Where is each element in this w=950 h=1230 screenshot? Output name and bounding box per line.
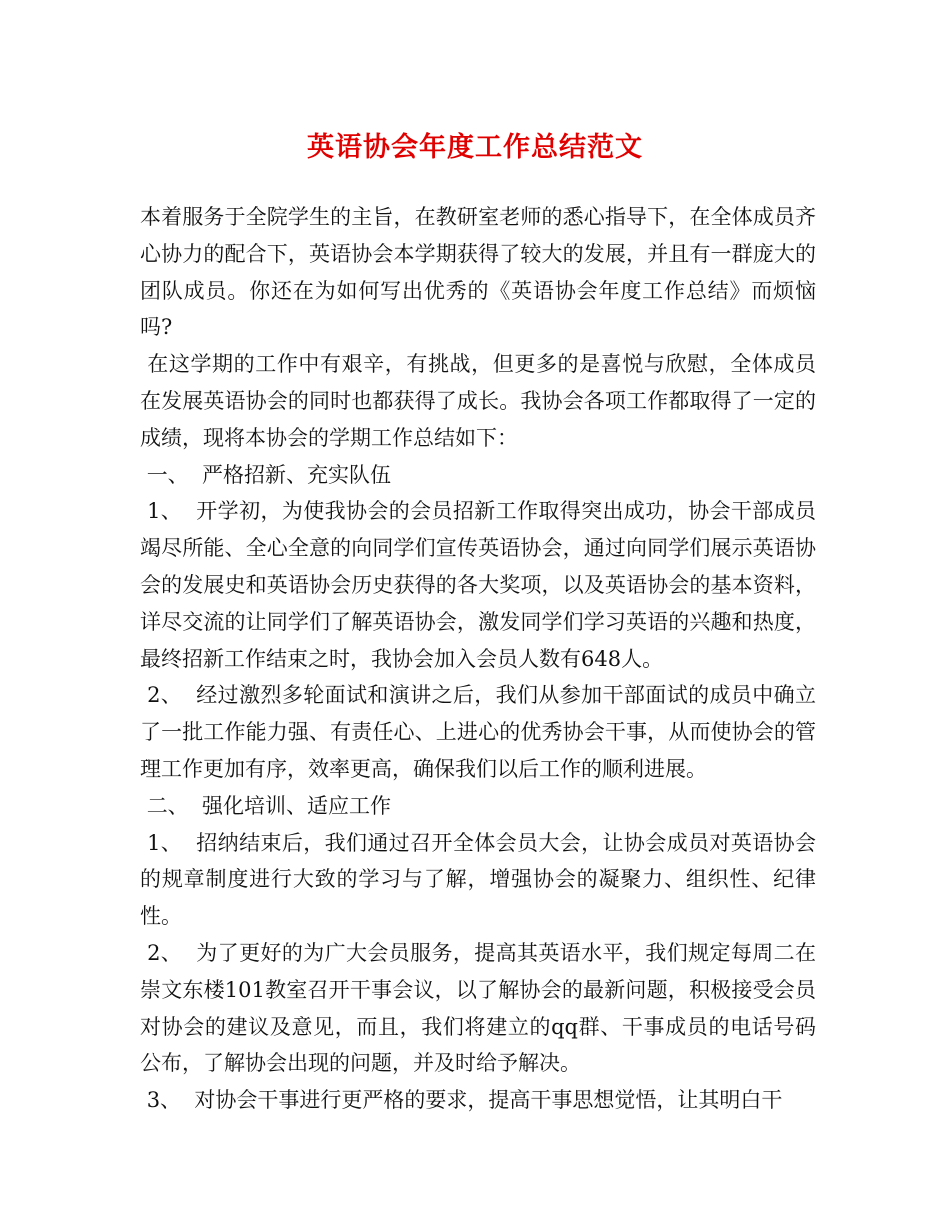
- section-2-item-1: 1、 招纳结束后，我们通过召开全体会员大会，让协会成员对英语协会的规章制度进行大致的学习与了解，增强协会的凝聚力、组织性、纪律性。: [140, 830, 816, 929]
- section-1-item-2: 2、 经过激烈多轮面试和演讲之后，我们从参加干部面试的成员中确立了一批工作能力强、有责任心、上进心的优秀协会干事，从而使协会的管理工作更加有序，效率更高，确保我们以后工作的顺利进展。: [140, 683, 816, 781]
- intro-paragraph: 本着服务于全院学生的主旨，在教研室老师的悉心指导下，在全体成员齐心协力的配合下，英语协会本学期获得了较大的发展，并且有一群庞大的团队成员。你还在为如何写出优秀的《英语协会年度工作总结》而烦恼吗?: [140, 205, 816, 340]
- section-1-item-1: 1、 开学初，为使我协会的会员招新工作取得突出成功，协会干部成员竭尽所能、全心全意的向同学们宣传英语协会，通过向同学们展示英语协会的发展史和英语协会历史获得的各大奖项，以及英语协会的基本资料，详尽交流的让同学们了解英语协会，激发同学们学习英语的兴趣和热度，最终招新工作结束之时，我协会加入会员人数有648人。: [140, 499, 816, 671]
- section-heading-2: 二、 强化培训、适应工作: [140, 793, 392, 818]
- document-body: [140, 199, 816, 1119]
- section-heading-1: 一、 严格招新、充实队伍: [140, 462, 392, 487]
- overview-paragraph: 在这学期的工作中有艰辛，有挑战，但更多的是喜悦与欣慰，全体成员在发展英语协会的同时也都获得了成长。我协会各项工作都取得了一定的成绩，现将本协会的学期工作总结如下：: [140, 352, 817, 450]
- section-2-item-3: 3、 对协会干事进行更严格的要求，提高干事思想觉悟，让其明白干: [140, 1088, 783, 1113]
- section-2-item-2: 2、 为了更好的为广大会员服务，提高其英语水平，我们规定每周二在崇文东楼101教室召开干事会议，以了解协会的最新问题，积极接受会员对协会的建议及意见，而且，我们将建立的qq群、干事成员的电话号码公布，了解协会出现的问题，并及时给予解决。: [140, 940, 816, 1076]
- document-title: 英语协会年度工作总结范文: [307, 132, 643, 163]
